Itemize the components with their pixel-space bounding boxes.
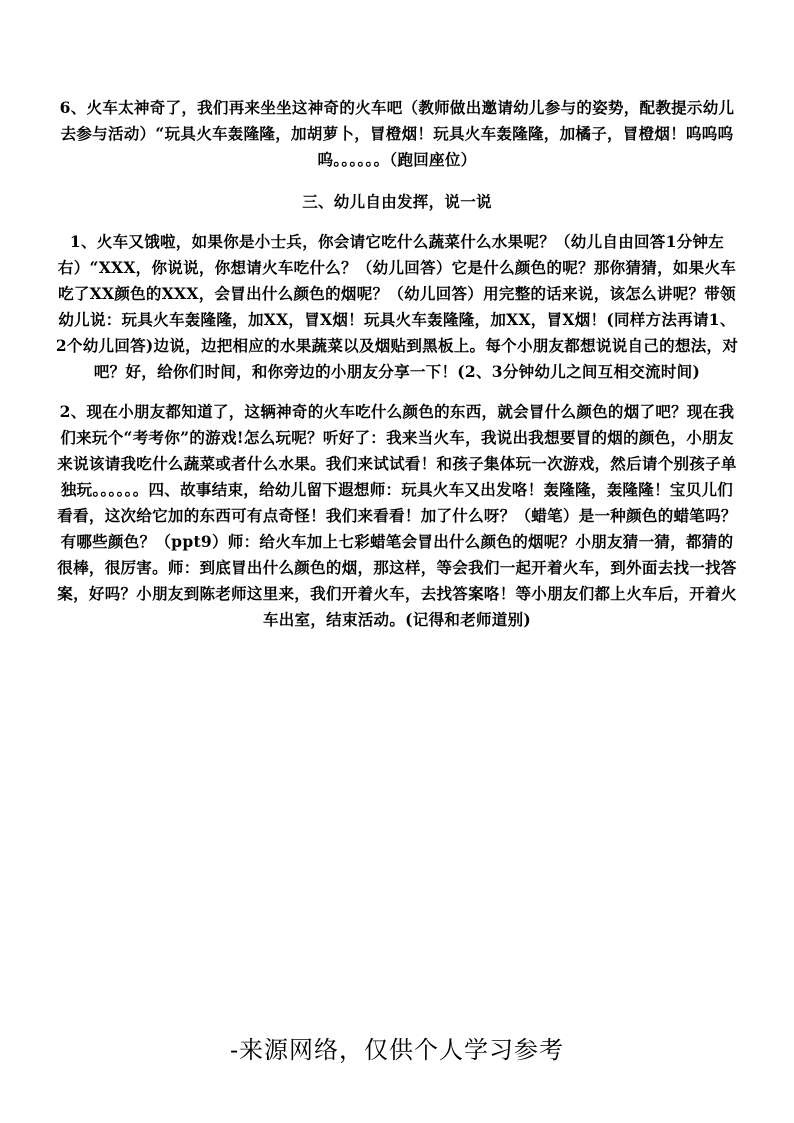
section-heading: 三、幼儿自由发挥，说一说 <box>302 192 492 211</box>
paragraph-train-ride: 6、火车太神奇了，我们再来坐坐这神奇的火车吧（教师做出邀请幼儿参与的姿势，配教提示幼儿去参与活动）“玩具火车轰隆隆，加胡萝卜，冒橙烟！玩具火车轰隆隆，加橘子，冒橙烟！呜呜呜呜。。。。。。（跑回座位） <box>59 98 735 169</box>
paragraph-free-expression: 1、火车又饿啦，如果你是小士兵，你会请它吃什么蔬菜什么水果呢？（幼儿自由回答1分钟左右）“XXX，你说说，你想请火车吃什么？（幼儿回答）它是什么颜色的呢？那你猜猜，如果火车吃了XX颜色的XXX，会冒出什么颜色的烟呢？（幼儿回答）用完整的话来说，该怎么讲呢？带领幼儿说：玩具火车轰隆隆，加XX，冒X烟！玩具火车轰隆隆，加XX，冒X烟！(同样方法再请1、2个幼儿回答)边说，边把相应的水果蔬菜以及烟贴到黑板上。每个小朋友都想说说自己的想法，对吧？好，给你们时间，和你旁边的小朋友分享一下！(2、3分钟幼儿之间互相交流时间) <box>55 232 739 381</box>
document-body <box>54 95 740 633</box>
paragraph-quiz-game: 2、现在小朋友都知道了，这辆神奇的火车吃什么颜色的东西，就会冒什么颜色的烟了吧？现在我们来玩个“考考你”的游戏!怎么玩呢？听好了：我来当火车，我说出我想要冒的烟的颜色，小朋友来说该请我吃什么蔬菜或者什么水果。我们来试试看！和孩子集体玩一次游戏，然后请个别孩子单独玩。。。。。。四、故事结束，给幼儿留下遐想师：玩具火车又出发咯！轰隆隆，轰隆隆！宝贝儿们看看，这次给它加的东西可有点奇怪！我们来看看！加了什么呀？（蜡笔）是一种颜色的蜡笔吗？有哪些颜色？（ppt9）师：给火车加上七彩蜡笔会冒出什么颜色的烟呢？小朋友猜一猜，都猜的很棒，很厉害。师：到底冒出什么颜色的烟，那这样，等会我们一起开着火车，到外面去找一找答案，好吗？小朋友到陈老师这里来，我们开着火车，去找答案咯！等小朋友们都上火车后，开着火车出室，结束活动。(记得和老师道别) <box>57 402 737 629</box>
footer-source-note: -来源网络，仅供个人学习参考 <box>229 1036 565 1064</box>
